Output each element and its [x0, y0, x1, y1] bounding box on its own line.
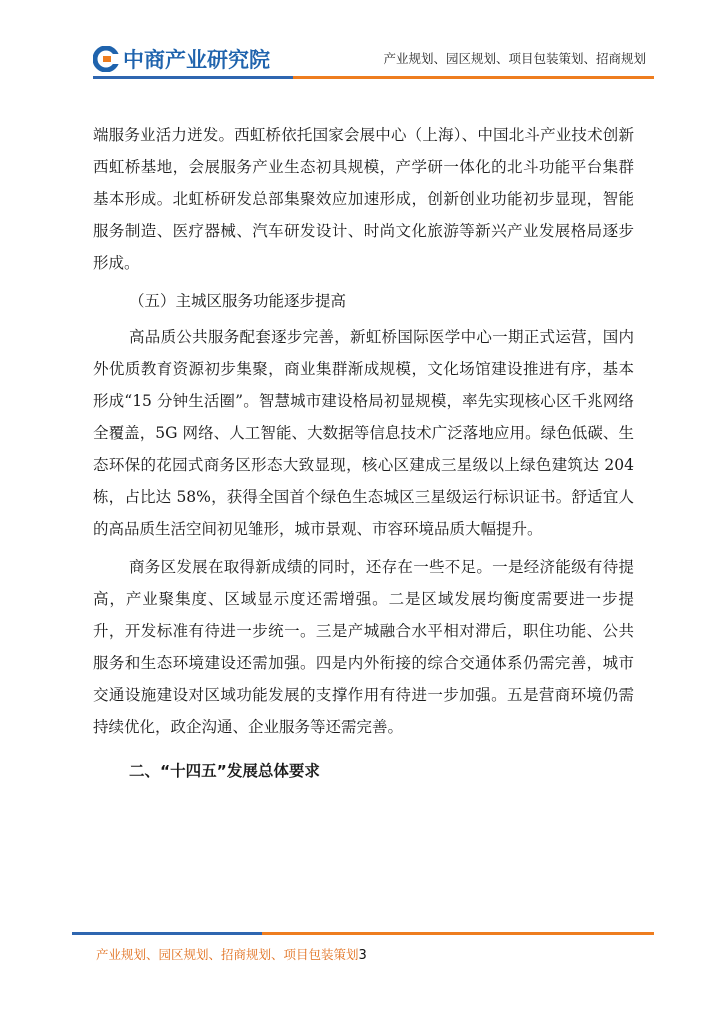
footer-rule-orange: [262, 932, 654, 935]
page-number: 3: [358, 948, 367, 963]
header-rule-blue: [93, 76, 293, 79]
paragraph-1: 端服务业活力迸发。西虹桥依托国家会展中心（上海）、中国北斗产业技术创新西虹桥基地，会展服务产业生态初具规模，产学研一体化的北斗功能平台集群基本形成。北虹桥研发总部集聚效应加速形成，创新创业功能初步显现，智能服务制造、医疗器械、汽车研发设计、时尚文化旅游等新兴产业发展格局逐步形成。: [93, 126, 634, 272]
header-rule-orange: [293, 76, 654, 79]
footer-text: 产业规划、园区规划、招商规划、项目包装策划: [96, 947, 359, 962]
logo-icon: [93, 46, 119, 72]
paragraph-3: 商务区发展在取得新成绩的同时，还存在一些不足。一是经济能级有待提高，产业聚集度、区域显示度还需增强。二是区域发展均衡度需要进一步提升，开发标准有待进一步统一。三是产城融合水平相对滞后，职住功能、公共服务和生态环境建设还需加强。四是内外衔接的综合交通体系仍需完善，城市交通设施建设对区域功能发展的支撑作用有待进一步加强。五是营商环境仍需持续优化，政企沟通、企业服务等还需完善。: [93, 558, 634, 736]
page-header: [0, 0, 724, 85]
footer-rule-blue: [72, 932, 262, 935]
logo: [93, 44, 270, 74]
paragraph-2: 高品质公共服务配套逐步完善，新虹桥国际医学中心一期正式运营，国内外优质教育资源初步集聚，商业集群渐成规模，文化场馆建设推进有序，基本形成“15 分钟生活圈”。智慧城市建设格局初显规模，率先实现核心区千兆网络全覆盖，5G 网络、人工智能、大数据等信息技术广泛落地应用。绿色低碳、生态环保的花园式商务区形态大致显现，核心区建成三星级以上绿色建筑达 204 栋，占比达 58%，获得全国首个绿色生态城区三星级运行标识证书。舒适宜人的高品质生活空间初见雏形，城市景观、市容环境品质大幅提升。: [93, 328, 634, 538]
page-footer: [96, 945, 367, 963]
header-tagline: 产业规划、园区规划、项目包装策划、招商规划: [383, 51, 646, 66]
subsection-heading: （五）主城区服务功能逐步提高: [129, 292, 347, 310]
page-body: [93, 119, 634, 793]
section-heading: 二、“十四五”发展总体要求: [129, 762, 320, 780]
logo-text: 中商产业研究院: [123, 48, 270, 72]
